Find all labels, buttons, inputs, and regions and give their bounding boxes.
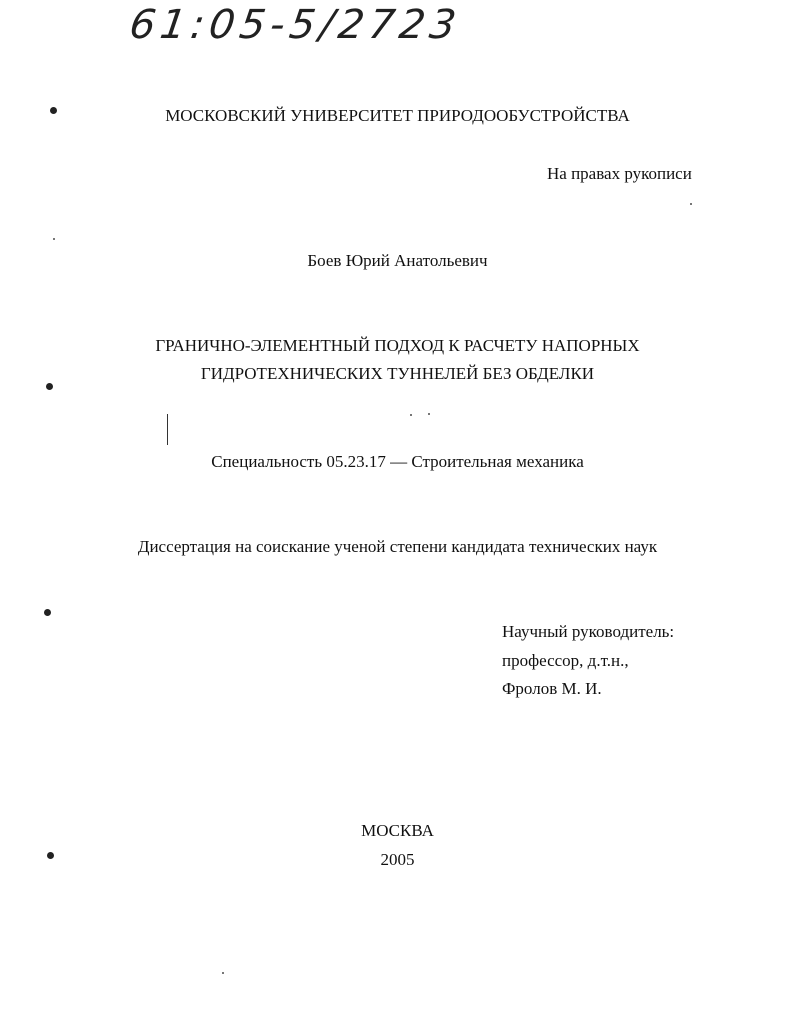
binding-hole-mark [46, 383, 53, 390]
supervisor-rank: профессор, д.т.н., [502, 651, 629, 670]
year: 2005 [380, 850, 415, 869]
university-name: МОСКОВСКИЙ УНИВЕРСИТЕТ ПРИРОДООБУСТРОЙСТВА [165, 106, 630, 125]
scan-speck [53, 238, 55, 240]
degree-statement: Диссертация на соискание ученой степени кандидата технических наук [137, 537, 658, 556]
specialty: Специальность 05.23.17 — Строительная механика [211, 452, 584, 471]
dissertation-title-line-1: ГРАНИЧНО-ЭЛЕМЕНТНЫЙ ПОДХОД К РАСЧЕТУ НАПОРНЫХ [155, 336, 640, 355]
handwritten-archive-code: 61:05-5/2723 [126, 2, 464, 48]
scan-speck [222, 972, 224, 974]
scan-speck [690, 203, 692, 205]
supervisor-label: Научный руководитель: [502, 622, 675, 641]
city: МОСКВА [361, 821, 434, 840]
scan-speck [410, 414, 412, 416]
binding-hole-mark [44, 609, 51, 616]
author-name: Боев Юрий Анатольевич [307, 251, 488, 270]
dissertation-title-line-2: ГИДРОТЕХНИЧЕСКИХ ТУННЕЛЕЙ БЕЗ ОБДЕЛКИ [200, 364, 595, 383]
supervisor-name: Фролов М. И. [502, 679, 602, 698]
scan-margin-line [167, 414, 168, 445]
rights-note: На правах рукописи [547, 164, 692, 183]
scan-speck [428, 413, 430, 415]
